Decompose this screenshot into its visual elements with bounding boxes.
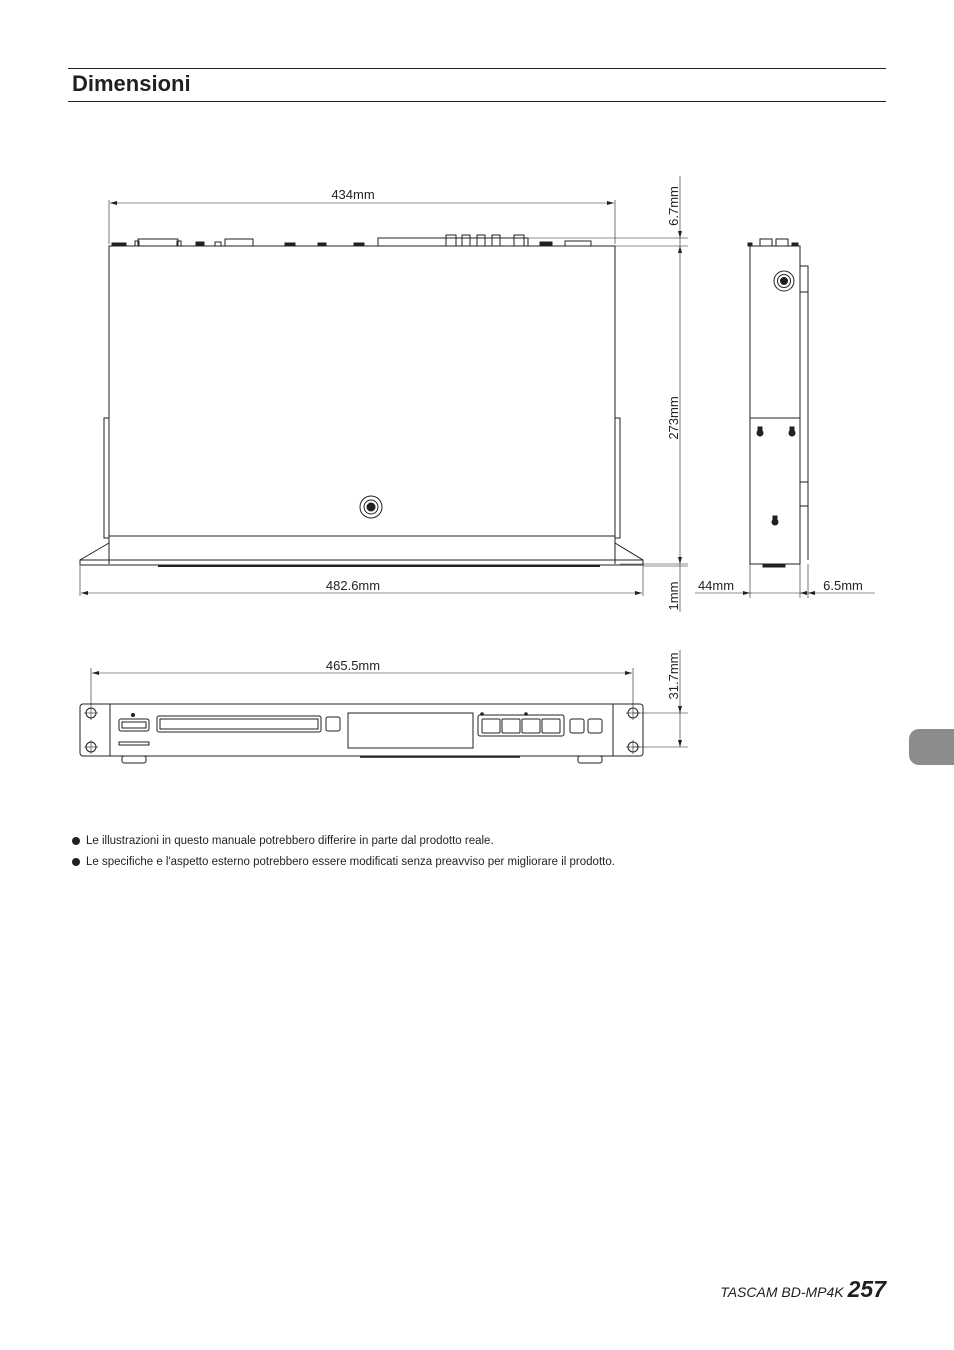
side-view-drawing (695, 239, 875, 598)
footer-brand: TASCAM BD-MP4K (720, 1284, 844, 1300)
page-title: Dimensioni (72, 71, 191, 96)
dimension-side-ear-offset: 6.5mm (823, 578, 863, 593)
page-footer (720, 1276, 886, 1303)
page-number: 257 (847, 1276, 886, 1302)
note-item (72, 831, 615, 852)
dimension-hole-vertical: 31.7mm (666, 652, 681, 700)
chapter-tab (909, 729, 954, 765)
dimension-side-height: 44mm (697, 578, 735, 593)
bullet-icon (72, 837, 80, 845)
dimension-ear-clearance: 1mm (666, 581, 681, 611)
note-item (72, 852, 615, 873)
note-text: Le specifiche e l'aspetto esterno potrebbero essere modificati senza preavviso per migliorare il prodotto. (86, 856, 615, 868)
front-view-drawing (80, 650, 688, 763)
notes-list (72, 831, 615, 873)
dimension-top-width: 434mm (331, 187, 375, 202)
bullet-icon (72, 858, 80, 866)
dimension-rack-width: 482.6mm (325, 578, 381, 593)
note-text: Le illustrazioni in questo manuale potrebbero differire in parte dal prodotto reale. (86, 835, 494, 847)
dimension-depth: 273mm (666, 396, 681, 440)
dimension-hole-spacing: 465.5mm (325, 658, 381, 673)
top-view-drawing (80, 176, 688, 612)
dimension-rear-protrusion: 6.7mm (666, 186, 681, 226)
